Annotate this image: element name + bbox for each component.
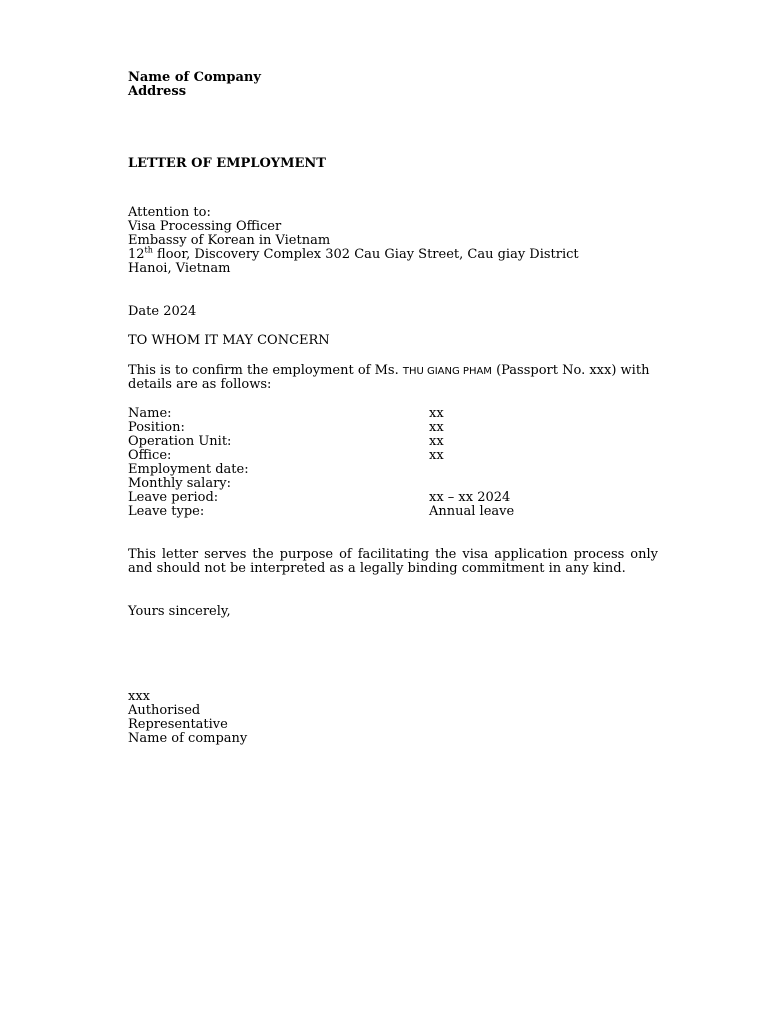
- signatory-title-1: Authorised: [128, 703, 201, 718]
- detail-label: Operation Unit:: [128, 434, 232, 449]
- sender-block: [128, 71, 658, 99]
- date-block: [128, 305, 658, 319]
- detail-value: xx – xx 2024: [429, 490, 511, 505]
- attention-line: Attention to:: [128, 205, 211, 220]
- detail-row: [128, 463, 658, 477]
- signatory-title-2: Representative: [128, 717, 228, 732]
- closing: Yours sincerely,: [128, 604, 231, 619]
- recipient-block: [128, 206, 658, 276]
- detail-value: xx: [429, 448, 444, 463]
- detail-label: Name:: [128, 406, 172, 421]
- employee-name: THU GIANG PHAM: [402, 366, 492, 377]
- letter-date: Date 2024: [128, 304, 197, 319]
- company-name: Name of Company: [128, 70, 261, 85]
- signatory-name: xxx: [128, 689, 150, 704]
- detail-value: Annual leave: [429, 504, 515, 519]
- purpose-paragraph: This letter serves the purpose of facilitating the visa application process only and should not be interpreted as a legally binding commitment in any kind.: [128, 547, 658, 576]
- intro-suffix: (Passport No. xxx) with: [491, 363, 650, 378]
- floor-suffix: th: [144, 245, 153, 255]
- letter-title-block: [128, 157, 658, 171]
- signature-block: [128, 690, 658, 746]
- detail-label: Leave period:: [128, 490, 219, 505]
- recipient-officer: Visa Processing Officer: [128, 219, 282, 234]
- intro-line-1: [128, 364, 658, 378]
- detail-row: [128, 435, 658, 449]
- letter-title: LETTER OF EMPLOYMENT: [128, 156, 326, 171]
- floor-number: 12: [128, 247, 145, 262]
- detail-row: [128, 449, 658, 463]
- detail-label: Monthly salary:: [128, 476, 232, 491]
- detail-value: xx: [429, 420, 444, 435]
- detail-label: Position:: [128, 420, 185, 435]
- detail-label: Office:: [128, 448, 172, 463]
- company-address: Address: [128, 84, 187, 99]
- detail-row: [128, 505, 658, 519]
- salutation: TO WHOM IT MAY CONCERN: [128, 333, 330, 348]
- signatory-company: Name of company: [128, 731, 248, 746]
- street-text: floor, Discovery Complex 302 Cau Giay Street, Cau giay District: [152, 247, 579, 262]
- salutation-block: [128, 334, 658, 348]
- detail-row: [128, 477, 658, 491]
- recipient-embassy: Embassy of Korean in Vietnam: [128, 233, 331, 248]
- detail-row: [128, 407, 658, 421]
- details-table: [128, 407, 658, 519]
- intro-paragraph: [128, 364, 658, 392]
- detail-value: xx: [429, 406, 444, 421]
- detail-row: [128, 421, 658, 435]
- detail-label: Employment date:: [128, 462, 249, 477]
- recipient-city: Hanoi, Vietnam: [128, 261, 231, 276]
- recipient-street: [128, 245, 658, 262]
- detail-row: [128, 491, 658, 505]
- detail-label: Leave type:: [128, 504, 205, 519]
- intro-line-2: details are as follows:: [128, 377, 272, 392]
- closing-block: [128, 605, 658, 619]
- detail-value: xx: [429, 434, 444, 449]
- intro-prefix: This is to confirm the employment of Ms.: [128, 363, 403, 378]
